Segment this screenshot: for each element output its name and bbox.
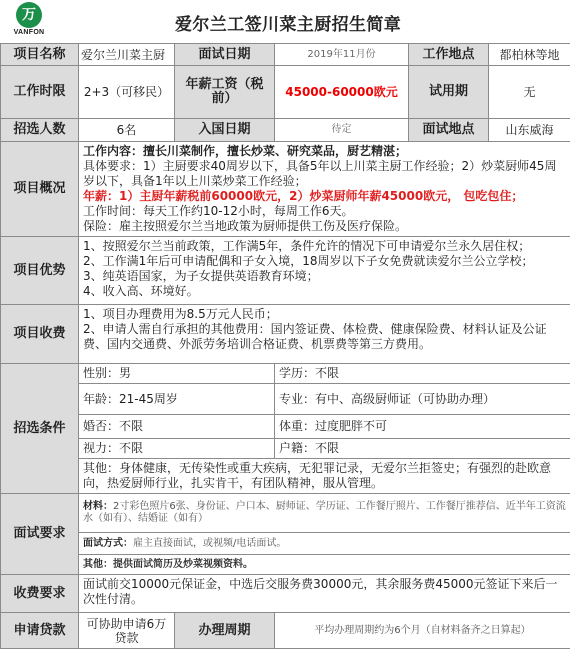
salary-value: 45000-60000欧元 <box>275 66 409 119</box>
advantages-row <box>1 237 570 305</box>
project-name-value: 爱尔兰川菜主厨 <box>79 44 175 66</box>
advantage-item: 4、收入高、环境好。 <box>83 284 566 299</box>
logo-brand: VANFON <box>6 29 52 36</box>
header <box>0 0 570 43</box>
condition-age: 年龄：21-45周岁 <box>79 384 275 415</box>
charges-label: 收费要求 <box>1 575 79 613</box>
work-location-label: 工作地点 <box>409 44 489 66</box>
interview-other <box>79 555 570 575</box>
advantage-item: 2、工作满1年后可申请配偶和子女入境，18周岁以下子女免费就读爱尔兰公立学校； <box>83 254 566 269</box>
interview-row <box>1 533 570 555</box>
condition-profession: 专业：有中、高级厨师证（可协助办理） <box>275 384 570 415</box>
method-text: 雇主直接面试，或视频/电话面试。 <box>133 538 286 549</box>
advantage-item: 3、纯英语国家，为子女提供英语教育环境； <box>83 269 566 284</box>
interview-location-value: 山东威海 <box>489 119 570 142</box>
condition-marriage: 婚否：不限 <box>79 415 275 439</box>
salary-label: 年薪工资（税前） <box>175 66 275 119</box>
overview-row <box>1 142 570 237</box>
condition-hukou: 户籍：不限 <box>275 439 570 459</box>
loan-row <box>1 613 570 649</box>
overview-requirements: 具体要求：1）主厨要求40周岁以下，具备5年以上川菜主厨工作经验；2）炒菜厨师45周岁以下，具备1年以上川菜炒菜工作经验； <box>83 159 566 189</box>
period-label: 办理周期 <box>175 613 275 649</box>
fees-line-1: 1、项目办理费用为8.5万元人民币； <box>83 307 566 322</box>
work-period-label: 工作时限 <box>1 66 79 119</box>
period-value: 平均办理周期约为6个月（自材料备齐之日算起） <box>275 613 570 649</box>
fees-label: 项目收费 <box>1 305 79 364</box>
trial-value: 无 <box>489 66 570 119</box>
advantages-label: 项目优势 <box>1 237 79 305</box>
fees-line-2: 2、申请人需自行承担的其他费用：国内签证费、体检费、健康保险费、材料认证及公证费、国内交通费、外派劳务培训合格证费、机票费等第三方费用。 <box>83 322 566 352</box>
company-logo <box>6 2 52 40</box>
interview-date-label: 面试日期 <box>175 44 275 66</box>
conditions-row <box>1 384 570 415</box>
interview-materials <box>79 494 570 533</box>
interview-label: 面试要求 <box>1 494 79 575</box>
page-title: 爱尔兰工签川菜主厨招生简章 <box>175 10 401 35</box>
table-row <box>1 119 570 142</box>
loan-value: 可协助申请6万贷款 <box>79 613 175 649</box>
conditions-row <box>1 459 570 494</box>
table-row <box>1 66 570 119</box>
fees-row <box>1 305 570 364</box>
work-location-value: 都柏林等地 <box>489 44 570 66</box>
conditions-row <box>1 439 570 459</box>
work-period-value: 2+3（可移民） <box>79 66 175 119</box>
overview-label: 项目概况 <box>1 142 79 237</box>
interview-method <box>79 533 570 555</box>
advantage-item: 1、按照爱尔兰当前政策，工作满5年，条件允许的情况下可申请爱尔兰永久居住权； <box>83 239 566 254</box>
conditions-row <box>1 364 570 384</box>
method-title: 面试方式： <box>83 538 133 549</box>
charges-content: 面试前交10000元保证金，中选后交服务费30000元，其余服务费45000元签证下来后一次性付清。 <box>79 575 570 613</box>
condition-other: 其他：身体健康，无传染性或重大疾病，无犯罪记录，无爱尔兰拒签史；有强烈的赴欧意向，热爱厨师行业，扎实肯干，有团队精神，服从管理。 <box>79 459 570 494</box>
fees-content <box>79 305 570 364</box>
condition-vision: 视力：不限 <box>79 439 275 459</box>
advantages-content <box>79 237 570 305</box>
table-row <box>1 44 570 66</box>
loan-label: 申请贷款 <box>1 613 79 649</box>
condition-gender: 性别：男 <box>79 364 275 384</box>
condition-education: 学历：不限 <box>275 364 570 384</box>
charges-row <box>1 575 570 613</box>
materials-title: 材料： <box>83 501 113 512</box>
condition-weight: 体重：过度肥胖不可 <box>275 415 570 439</box>
materials-text: 2寸彩色照片6张、身份证、户口本、厨师证、学历证、工作餐厅照片、工作餐厅推荐信、近半年工资流水（如有）、结婚证（如有） <box>83 501 566 524</box>
logo-mark: 万 <box>16 2 42 28</box>
other-text: 提供面试简历及炒菜视频资料。 <box>113 559 253 570</box>
conditions-label: 招选条件 <box>1 364 79 494</box>
conditions-row <box>1 415 570 439</box>
project-name-label: 项目名称 <box>1 44 79 66</box>
entry-label: 入国日期 <box>175 119 275 142</box>
overview-work-content: 工作内容：擅长川菜制作，擅长炒菜、研究菜品，厨艺精湛； <box>83 144 566 159</box>
entry-value: 待定 <box>275 119 409 142</box>
overview-insurance: 保险：雇主按照爱尔兰当地政策为厨师提供工伤及医疗保险。 <box>83 219 566 234</box>
overview-salary: 年薪：1）主厨年薪税前60000欧元，2）炒菜厨师年薪45000欧元， 包吃包住； <box>83 189 566 204</box>
interview-row <box>1 555 570 575</box>
interview-date-value: 2019年11月份 <box>275 44 409 66</box>
recruitment-table <box>0 43 570 649</box>
recruit-value: 6名 <box>79 119 175 142</box>
overview-content <box>79 142 570 237</box>
overview-hours: 工作时间：每天工作约10-12小时，每周工作6天。 <box>83 204 566 219</box>
interview-location-label: 面试地点 <box>409 119 489 142</box>
interview-row <box>1 494 570 533</box>
recruit-label: 招选人数 <box>1 119 79 142</box>
trial-label: 试用期 <box>409 66 489 119</box>
other-title: 其他： <box>83 559 113 570</box>
